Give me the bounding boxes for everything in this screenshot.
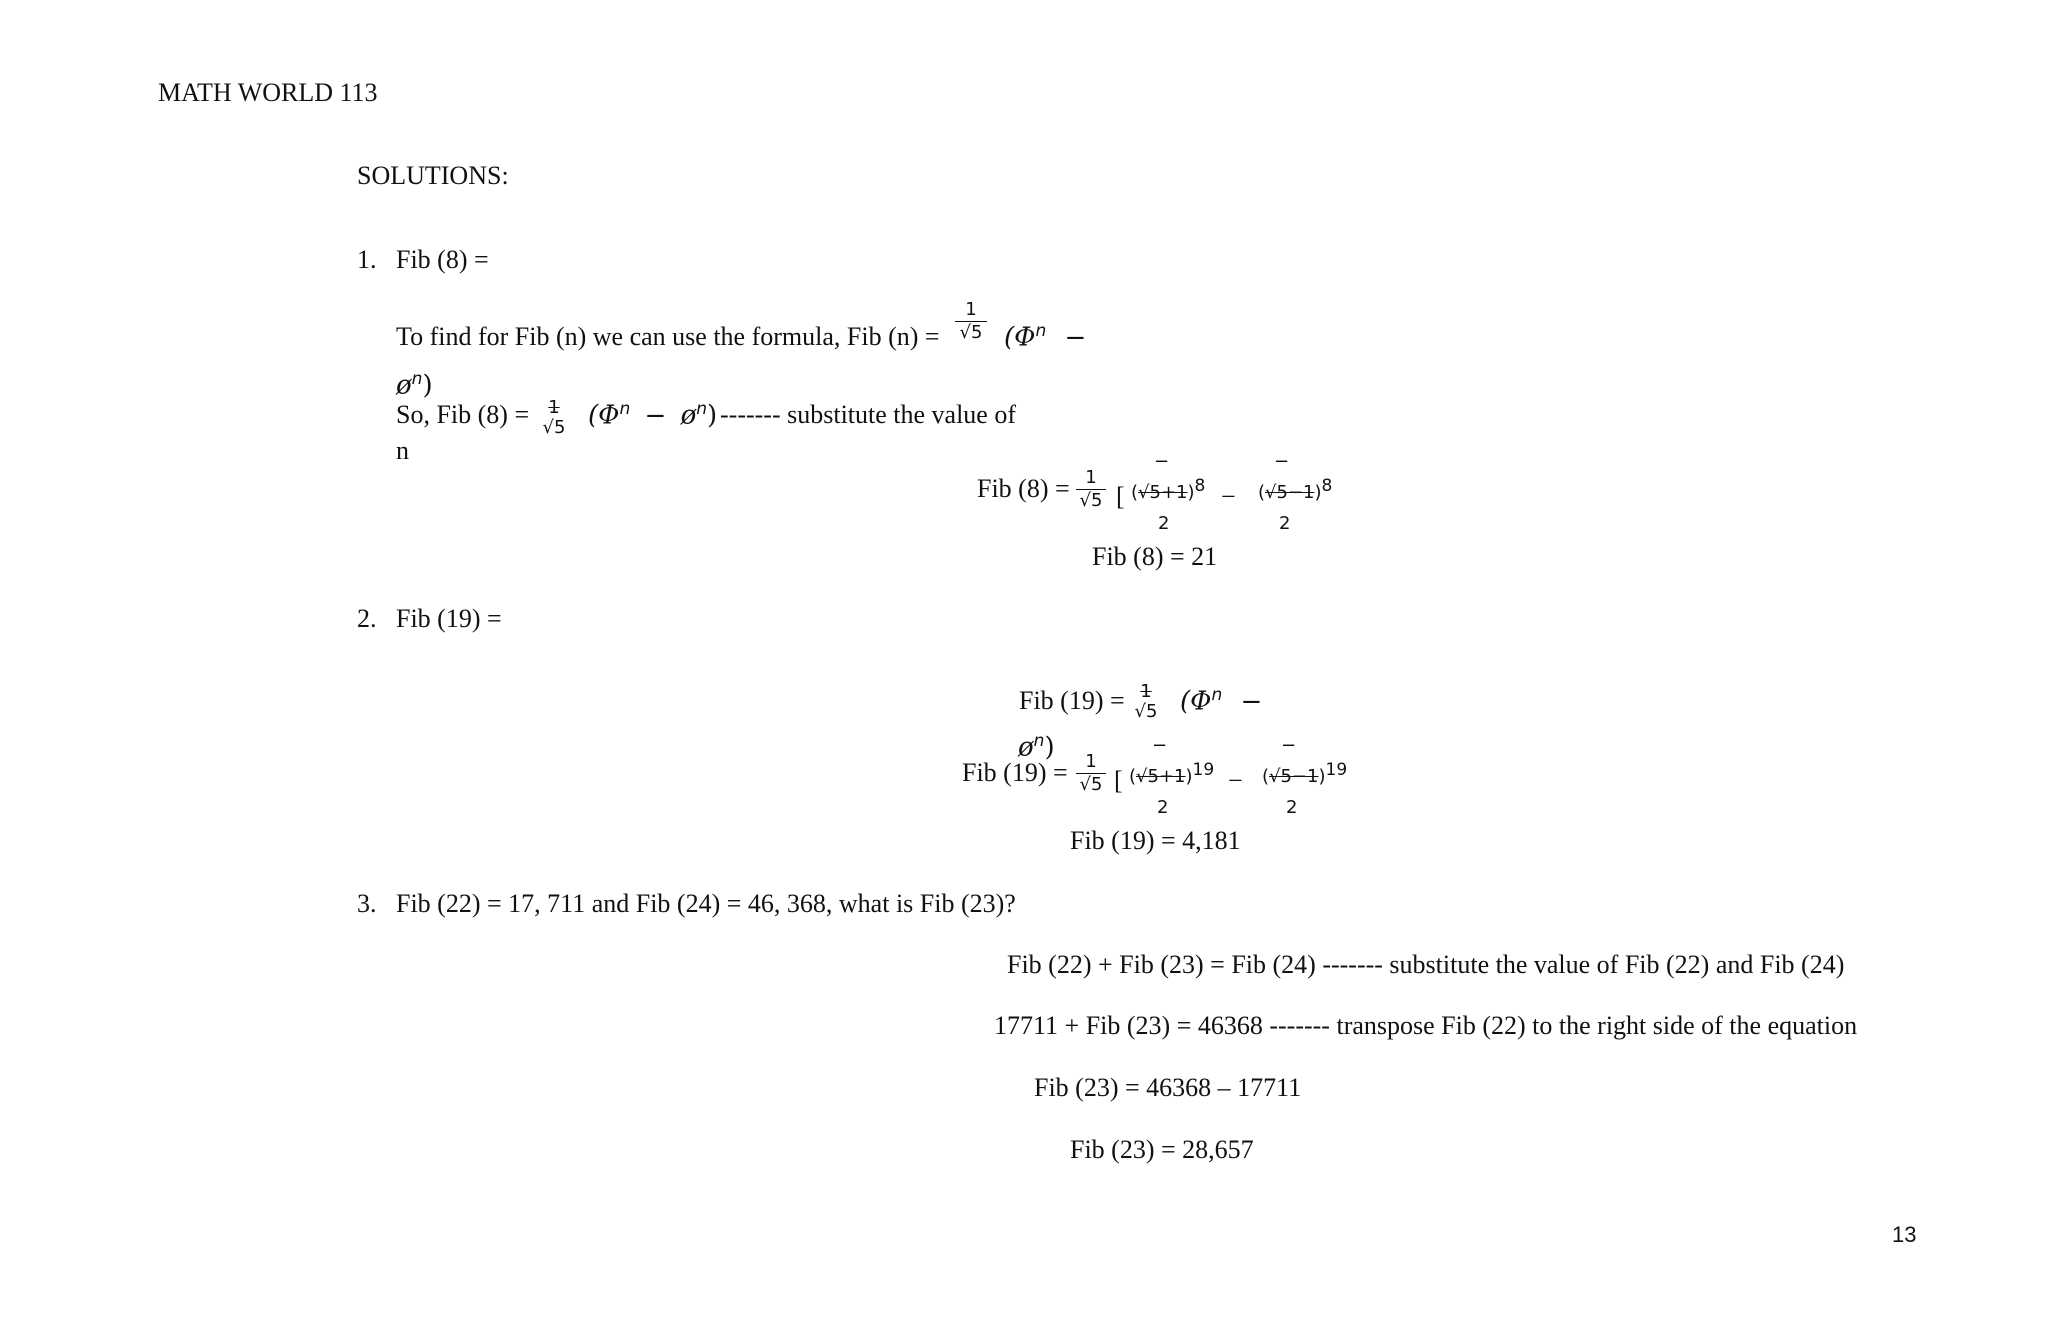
close-paren: ) — [422, 370, 433, 401]
fraction-numerator: 1 — [548, 397, 560, 418]
exponent-n: n — [1035, 321, 1047, 341]
fib19-formula-fraction — [1131, 682, 1161, 722]
formula-intro-text: To find for Fib (n) we can use the formula, Fib (n) = — [396, 322, 940, 351]
fib19-term1-denominator: 2 — [1157, 797, 1169, 818]
minus-sign: − — [1064, 322, 1087, 353]
problem-3-number: 3. — [357, 889, 377, 918]
fib19-expansion-lhs: Fib (19) = — [962, 758, 1068, 787]
exponent-n: n — [411, 369, 423, 389]
problem-2-title: Fib (19) = — [396, 604, 502, 633]
so-fib8-text: So, Fib (8) = — [396, 400, 530, 429]
exponent-n: n — [619, 399, 631, 419]
fib19-minus: − — [1228, 766, 1243, 795]
document-header: MATH WORLD 113 — [158, 78, 378, 107]
term1-numerator: √5+1 — [1138, 482, 1188, 503]
fraction-denominator: √5 — [1079, 774, 1103, 795]
fib8-term1-denominator: 2 — [1158, 513, 1170, 534]
fib8-expansion-lhs: Fib (8) = — [977, 474, 1070, 503]
minus-sign: − — [644, 400, 667, 431]
phi-small-symbol: ø — [396, 370, 412, 401]
term1-numerator: √5+1 — [1136, 766, 1186, 787]
fraction-numerator: 1 — [1085, 467, 1097, 488]
fib19-expansion-fraction — [1076, 752, 1106, 795]
substitute-note: ------- substitute the value of — [720, 400, 1017, 429]
problem-3-step-3: Fib (23) = 46368 – 17711 — [1034, 1073, 1302, 1102]
fraction-denominator: √5 — [1079, 490, 1103, 511]
formula-fraction — [955, 300, 987, 343]
problem-3-step-1: Fib (22) + Fib (23) = Fib (24) ------- substitute the value of Fib (22) and Fib (24) — [1007, 950, 1845, 979]
n-text: n — [396, 436, 409, 465]
phi-symbol: (Φ — [588, 400, 620, 431]
fib19-open-bracket: [ — [1114, 766, 1123, 795]
term2-numerator: √5−1 — [1269, 766, 1319, 787]
fib19-term1: $(√5+1)^{19}$ — [1129, 760, 1215, 787]
phi-small-symbol: ø — [680, 400, 697, 431]
fib8-term2: $(√5-1)^8$ — [1258, 476, 1333, 503]
fib8-term1-overbar: − — [1154, 451, 1170, 472]
close-paren: ) — [707, 400, 718, 431]
exponent-n: n — [1211, 685, 1223, 705]
fib19-result: Fib (19) = 4,181 — [1070, 826, 1241, 855]
fraction-denominator: √5 — [542, 417, 566, 438]
fib8-term2-denominator: 2 — [1279, 513, 1291, 534]
fib8-result: Fib (8) = 21 — [1092, 542, 1218, 571]
fib19-formula-lhs: Fib (19) = — [1019, 686, 1125, 715]
fraction-numerator: 1 — [965, 299, 977, 320]
fib19-term1-overbar: − — [1152, 735, 1168, 756]
phi-small-symbol: ø — [1018, 732, 1034, 763]
fraction-denominator: √5 — [1134, 701, 1158, 722]
phi-symbol: (Φ — [1180, 686, 1212, 717]
fraction-denominator: √5 — [959, 322, 983, 343]
problem-3-step-2: 17711 + Fib (23) = 46368 ------- transpose Fib (22) to the right side of the equation — [994, 1011, 1858, 1040]
term1-exponent: 19 — [1192, 760, 1215, 780]
fib19-term2: $(√5-1)^{19}$ — [1262, 760, 1348, 787]
so-fraction — [538, 398, 570, 438]
fib19-term2-overbar: − — [1281, 735, 1297, 756]
so-phi-term — [588, 400, 717, 431]
section-title: SOLUTIONS: — [357, 161, 509, 190]
fib8-open-bracket: [ — [1116, 482, 1125, 511]
formula-phi-term — [1004, 322, 1086, 353]
term2-exponent: 19 — [1325, 760, 1348, 780]
phi-symbol: (Φ — [1004, 322, 1036, 353]
fib8-term2-overbar: − — [1274, 451, 1290, 472]
minus-sign: − — [1240, 686, 1263, 717]
fraction-numerator: 1 — [1140, 681, 1152, 702]
fib8-term1: $(√5+1)^8$ — [1131, 476, 1206, 503]
fraction-numerator: 1 — [1085, 751, 1097, 772]
problem-2-number: 2. — [357, 604, 377, 633]
exponent-n: n — [696, 399, 708, 419]
formula-phi-small-term — [396, 370, 433, 401]
fib8-minus: − — [1221, 482, 1236, 511]
problem-1-number: 1. — [357, 245, 377, 274]
problem-3-result: Fib (23) = 28,657 — [1070, 1135, 1254, 1164]
fib19-term2-denominator: 2 — [1286, 797, 1298, 818]
term1-exponent: 8 — [1194, 476, 1206, 496]
problem-1-title: Fib (8) = — [396, 245, 489, 274]
problem-3-title: Fib (22) = 17, 711 and Fib (24) = 46, 368, what is Fib (23)? — [396, 889, 1016, 918]
fib19-phi-term — [1180, 686, 1262, 717]
term2-exponent: 8 — [1321, 476, 1333, 496]
term2-numerator: √5−1 — [1265, 482, 1315, 503]
fib8-expansion-fraction — [1076, 468, 1106, 511]
close-paren: ) — [1044, 732, 1055, 763]
page-number: 13 — [1892, 1222, 1917, 1247]
exponent-n: n — [1033, 731, 1045, 751]
